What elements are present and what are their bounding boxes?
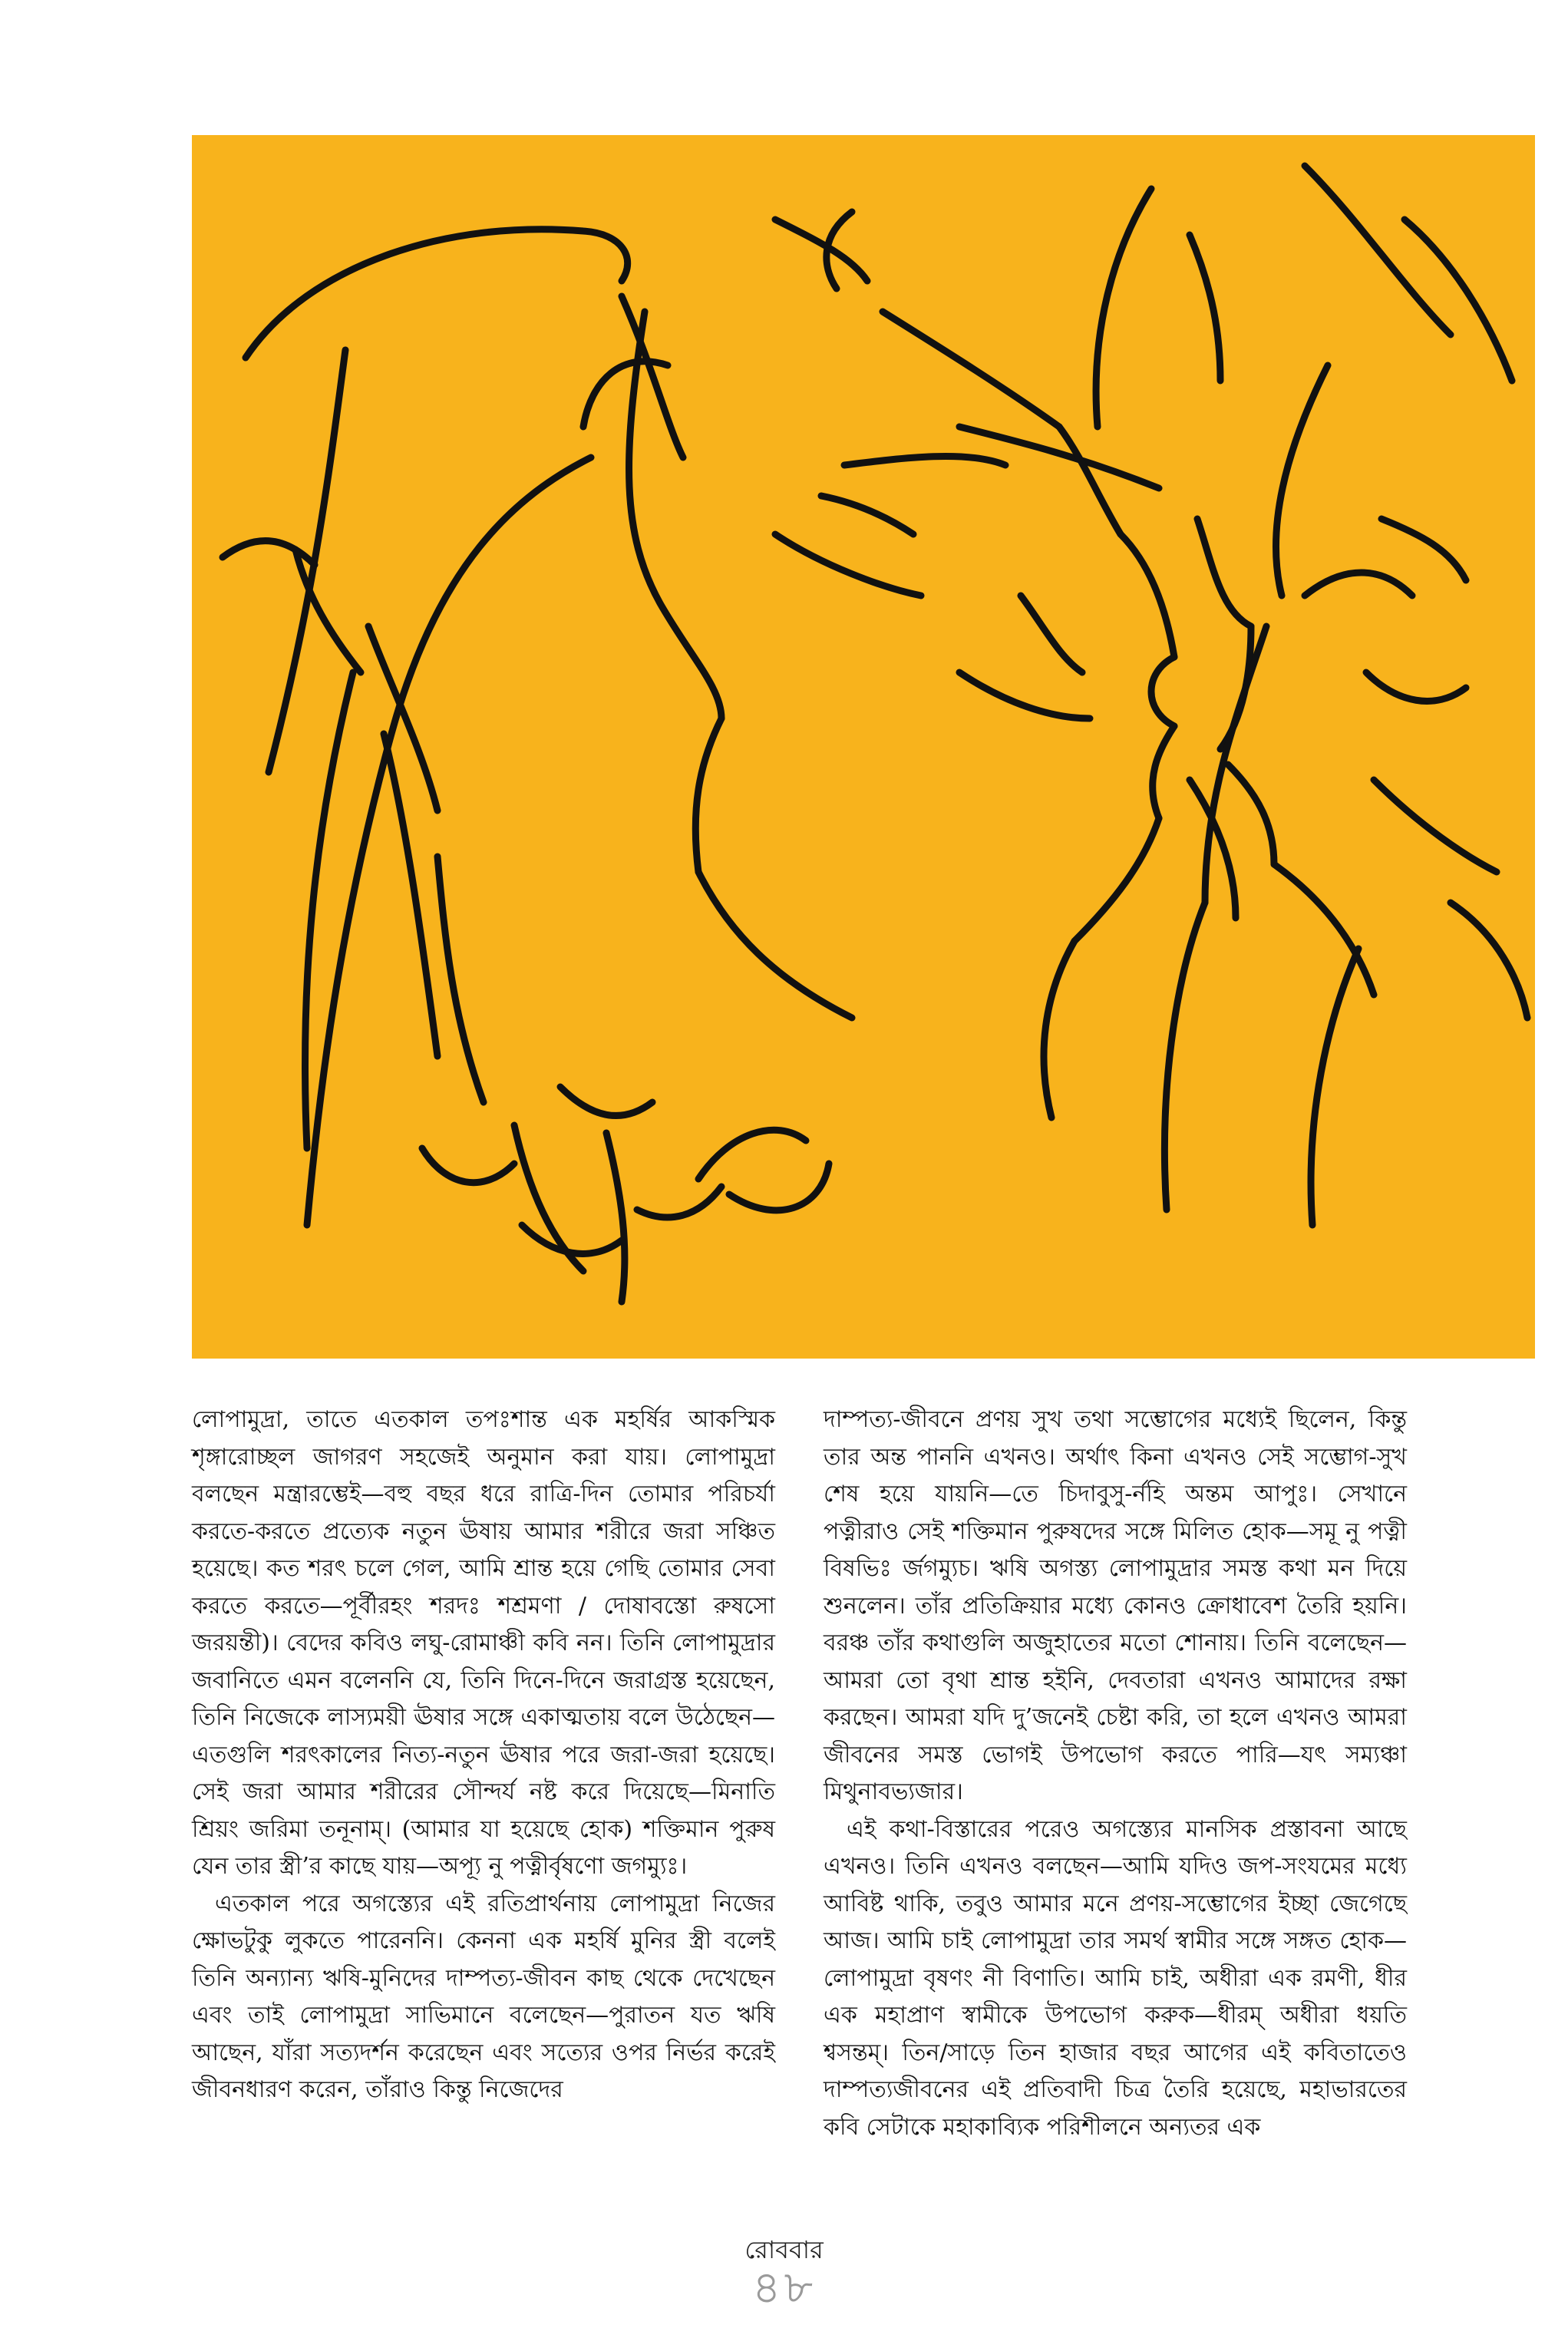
- paragraph: এই কথা-বিস্তারের পরেও অগস্ত্যের মানসিক প্রস্তাবনা আছে এখনও। তিনি এখনও বলছেন—আমি যদিও জপ-সংযমের মধ্যে আবিষ্ট থাকি, তবুও আমার মনে প্রণয়-সম্ভোগের ইচ্ছা জেগেছে আজ। আমি চাই লোপামুদ্রা তার সমর্থ স্বামীর সঙ্গে সঙ্গত হোক—লোপামুদ্রা বৃষণং নী বিণাতি। আমি চাই, অধীরা এক রমণী, ধীর এক মহাপ্রাণ স্বামীকে উপভোগ করুক—ধীরম্ অধীরা ধয়তি শ্বসন্তম্। তিন/সাড়ে তিন হাজার বছর আগের এই কবিতাতেও দাম্পত্যজীবনের এই প্রতিবাদী চিত্র তৈরি হয়েছে, মহাভারতের কবি সেটাকে মহাকাব্যিক পরিশীলনে অন্যতর এক: [824, 1815, 1407, 2141]
- paragraph: এতকাল পরে অগস্ত্যের এই রতিপ্রার্থনায় লোপামুদ্রা নিজের ক্ষোভটুকু লুকতে পারেননি। কেননা এক মহর্ষি মুনির স্ত্রী বলেই তিনি অন্যান্য ঋষি-মুনিদের দাম্পত্য-জীবন কাছ থেকে দেখেছেন এবং তাই লোপামুদ্রা সাভিমানে বলেছেন—পুরাতন যত ঋষি আছেন, যাঁরা সত্যদর্শন করেছেন এবং সত্যের ওপর নির্ভর করেই জীবনধারণ করেন, তাঁরাও কিন্তু নিজেদের: [192, 1890, 775, 2103]
- paragraph: লোপামুদ্রা, তাতে এতকাল তপঃশান্ত এক মহর্ষির আকস্মিক শৃঙ্গারোচ্ছল জাগরণ সহজেই অনুমান করা যায়। লোপামুদ্রা বলছেন মন্ত্রারম্ভেই—বহু বছর ধরে রাত্রি-দিন তোমার পরিচর্যা করতে-করতে প্রত্যেক নতুন ঊষায় আমার শরীরে জরা সঞ্চিত হয়েছে। কত শরৎ চলে গেল, আমি শ্রান্ত হয়ে গেছি তোমার সেবা করতে করতে—পূর্বীরহং শরদঃ শশ্রমণা / দোষাবস্তো রুষসো জরয়ন্তী)। বেদের কবিও লঘু-রোমাঞ্চী কবি নন। তিনি লোপামুদ্রার জবানিতে এমন বলেননি যে, তিনি দিনে-দিনে জরাগ্রস্ত হয়েছেন, তিনি নিজেকে লাস্যময়ী ঊষার সঙ্গে একাত্মতায় বলে উঠেছেন—এতগুলি শরৎকালের নিত্য-নতুন ঊষার পরে জরা-জরা হয়েছে। সেই জরা আমার শরীরের সৌন্দর্য নষ্ট করে দিয়েছে—মিনাতি শ্রিয়ং জরিমা তনূনাম্। (আমার যা হয়েছে হোক) শক্তিমান পুরুষ যেন তার স্ত্রী’র কাছে যায়—অপ্যূ নু পত্নীর্বৃষণো জগম্যুঃ।: [192, 1406, 775, 1880]
- article-column-left: [192, 1402, 775, 2109]
- page-number: ৪৮: [751, 2261, 817, 2313]
- line-drawing-couple: [192, 135, 1535, 1359]
- article-column-right: [824, 1402, 1407, 2146]
- cover-illustration: [192, 135, 1535, 1359]
- magazine-name: রোববার: [744, 2235, 824, 2264]
- paragraph: দাম্পত্য-জীবনে প্রণয় সুখ তথা সম্ভোগের মধ্যেই ছিলেন, কিন্তু তার অন্ত পাননি এখনও। অর্থাৎ কিনা এখনও সেই সম্ভোগ-সুখ শেষ হয়ে যায়নি—তে চিদাবুসু-র্নহি অন্তম আপুঃ। সেখানে পত্নীরাও সেই শক্তিমান পুরুষদের সঙ্গে মিলিত হোক—সমূ নু পত্নী বিষভিঃ র্জগম্যুচ। ঋষি অগস্ত্য লোপামুদ্রার সমস্ত কথা মন দিয়ে শুনলেন। তাঁর প্রতিক্রিয়ার মধ্যে কোনও ক্রোধাবেশ তৈরি হয়নি। বরঞ্চ তাঁর কথাগুলি অজুহাতের মতো শোনায়। তিনি বলেছেন—আমরা তো বৃথা শ্রান্ত হইনি, দেবতারা এখনও আমাদের রক্ষা করছেন। আমরা যদি দু’জনেই চেষ্টা করি, তা হলে এখনও আমরা জীবনের সমস্ত ভোগই উপভোগ করতে পারি—যৎ সম্যঞ্চা মিথুনাবভ্যজার।: [824, 1406, 1407, 1805]
